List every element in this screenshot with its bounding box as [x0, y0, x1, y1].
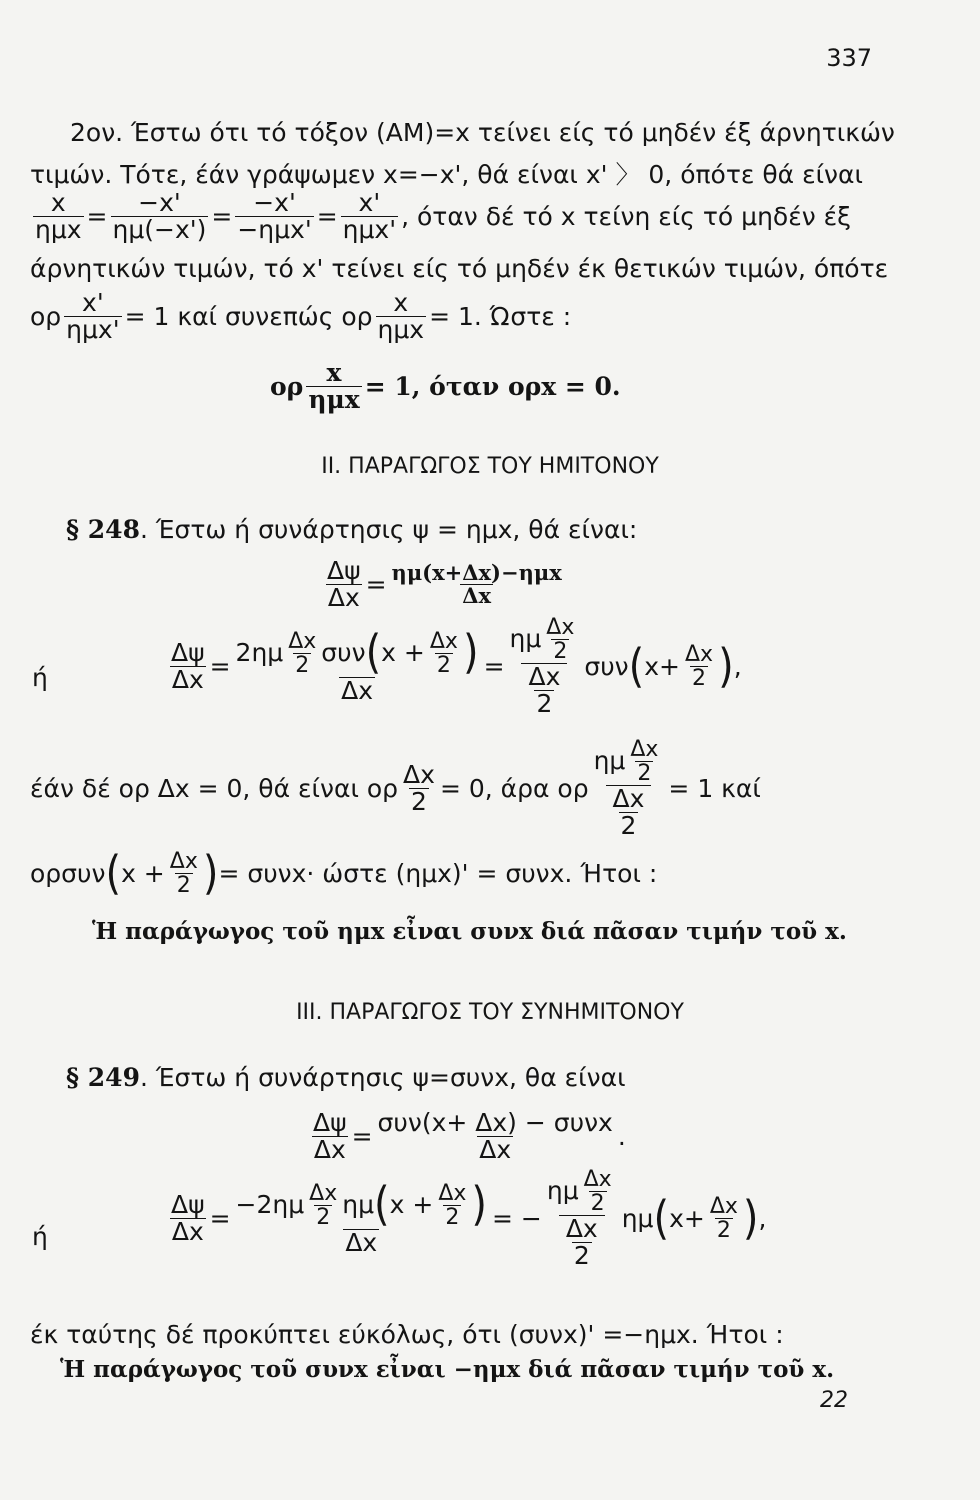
left-paren: (: [365, 626, 382, 680]
numerator: [545, 1168, 619, 1215]
text-run: x +: [389, 1190, 434, 1220]
numerator: Δx: [612, 784, 645, 814]
denominator: 2: [716, 1218, 731, 1244]
denominator: Δx: [327, 583, 360, 613]
fraction: [376, 290, 427, 344]
numerator: Δx: [583, 1167, 612, 1192]
fraction: [325, 558, 363, 612]
left-paren: (: [374, 1178, 390, 1232]
text-run: .: [617, 1122, 626, 1152]
denominator: ημ(−x'): [112, 215, 207, 245]
left-paren: (: [105, 847, 122, 901]
fraction: [544, 616, 576, 663]
fraction: [306, 360, 361, 414]
equals-sign: =: [483, 652, 505, 682]
text-run: ορ: [30, 302, 62, 332]
text-run: = συνx· ώστε (ημx)' = συνx. Ήτοι :: [218, 859, 658, 889]
fraction: [564, 1216, 600, 1270]
numerator: ημ(x+Δx)−ημx: [391, 560, 562, 586]
denominator: [521, 663, 567, 718]
fraction: [33, 190, 84, 244]
numerator: x': [358, 188, 381, 217]
numerator: [234, 626, 481, 680]
numerator: x': [82, 288, 104, 317]
denominator: 2: [295, 652, 310, 678]
footer-number: 22: [820, 1388, 848, 1413]
fraction: [311, 1110, 349, 1164]
text-run: ημ: [509, 624, 542, 654]
denominator: 2: [536, 689, 553, 719]
text-run: = 0, άρα ορ: [439, 774, 589, 804]
text-run: συν: [321, 638, 366, 668]
numerator: Δx: [403, 760, 435, 790]
difference-quotient: [322, 558, 567, 612]
numerator: Δx: [429, 628, 458, 654]
numerator: Δx: [685, 642, 714, 668]
numerator: x: [393, 288, 409, 317]
fraction: [508, 616, 582, 718]
or-word: ή: [32, 1222, 48, 1251]
limit-line: [30, 290, 571, 344]
fraction: [526, 664, 562, 718]
numerator: −x': [253, 188, 296, 217]
numerator: x: [50, 188, 66, 217]
text-run: x+: [644, 652, 680, 682]
denominator: ημx: [308, 385, 360, 415]
denominator: 2: [637, 761, 652, 787]
fraction: [683, 643, 715, 690]
equation-limit-ratio: [30, 190, 851, 244]
fraction: [390, 562, 564, 607]
fraction: [234, 1178, 489, 1257]
conclusion-sine: Ἡ παράγωγος τοῦ ημx εἶναι συνx διά πᾶσαν τιμήν τοῦ x.: [92, 918, 847, 945]
denominator: 2: [553, 639, 568, 665]
or-word: ή: [32, 663, 48, 692]
numerator: Δx: [709, 1194, 738, 1220]
denominator: −ημx': [237, 215, 312, 245]
equals-sign: =: [316, 202, 338, 232]
fraction: [582, 1168, 614, 1215]
numerator: −x': [138, 188, 181, 217]
right-paren: ): [202, 847, 219, 901]
fraction: [169, 640, 207, 694]
numerator: Δx: [630, 737, 659, 762]
denominator: Δx: [171, 1217, 204, 1247]
denominator: Δx: [345, 1227, 378, 1257]
numerator: [592, 738, 666, 785]
numerator: Δx: [438, 1180, 467, 1206]
text-line: 2ον. Έστω ότι τό τόξον (AM)=x τείνει είς τό μηδέν έξ άρνητικών: [70, 118, 895, 147]
text-run: συν: [584, 652, 629, 682]
text-run: x +: [381, 638, 425, 668]
denominator: 2: [590, 1191, 605, 1217]
paragraph-249: [66, 1063, 626, 1092]
text-run: = 1. Ώστε :: [429, 302, 572, 332]
fraction: [376, 1110, 615, 1164]
denominator: 2: [176, 873, 191, 899]
text-run: ημ: [342, 1190, 374, 1220]
numerator: Δx: [169, 849, 198, 874]
numerator: Δx: [528, 662, 561, 692]
denominator: 2: [445, 1204, 460, 1230]
right-paren: ): [471, 1178, 487, 1232]
denominator: Δx: [313, 1135, 346, 1165]
denominator: ημx: [377, 315, 425, 345]
denominator: Δx: [479, 1135, 512, 1165]
right-paren: ): [718, 640, 734, 694]
equals-sign: =: [365, 570, 387, 600]
denominator: [606, 785, 652, 840]
equals-sign: =: [209, 1204, 231, 1234]
text-run: −2ημ: [235, 1190, 305, 1220]
fraction: [436, 1182, 468, 1229]
fraction: [628, 738, 660, 785]
denominator: ημx': [342, 215, 397, 245]
numerator: συν(x+ Δx) − συνx: [377, 1108, 613, 1137]
text-line: έκ ταύτης δέ προκύπτει εύκόλως, ότι (συνx)' =−ημx. Ήτοι :: [30, 1320, 784, 1349]
text-run: = 1, όταν ορx = 0.: [364, 372, 621, 402]
left-paren: (: [653, 1192, 670, 1246]
fraction: [169, 1192, 207, 1246]
equals-sign: =: [209, 652, 231, 682]
right-paren: ): [462, 626, 479, 680]
fraction: [64, 290, 121, 344]
limit-result: [270, 360, 621, 414]
fraction: [168, 850, 200, 897]
text-run: , όταν δέ τό x τείνη είς τό μηδέν έξ: [401, 202, 852, 232]
section-heading: III. ΠΑΡΑΓΩΓΟΣ ΤΟΥ ΣΥΝΗΜΙΤΟΝΟΥ: [296, 1000, 684, 1025]
numerator: Δψ: [313, 1108, 347, 1137]
denominator: Δx: [462, 583, 492, 609]
text-run: . Έστω ή συνάρτησις ψ=συνx, θα είναι: [139, 1063, 626, 1092]
fraction: [341, 190, 398, 244]
paragraph-number: § 248: [66, 515, 140, 544]
denominator: 2: [620, 811, 637, 841]
fraction: [592, 738, 666, 840]
text-run: ορσυν: [30, 859, 106, 889]
limit-conditions: [30, 738, 761, 840]
fraction: [307, 1182, 339, 1229]
denominator: [559, 1215, 605, 1270]
right-paren: ): [742, 1192, 759, 1246]
denominator: 2: [316, 1204, 331, 1230]
denominator: Δx: [341, 675, 373, 705]
numerator: Δψ: [327, 556, 361, 585]
equals-sign: =: [351, 1122, 373, 1152]
fraction: [611, 786, 647, 840]
paragraph-248: [66, 515, 637, 544]
numerator: [234, 1178, 489, 1232]
conclusion-cosine: Ἡ παράγωγος τοῦ συνx εἶναι −ημx διά πᾶσαν τιμήν τοῦ x.: [60, 1356, 835, 1383]
text-run: ημ: [546, 1176, 579, 1206]
text-run: ημ: [593, 746, 626, 776]
text-line: άρνητικών τιμών, τό x' τείνει είς τό μηδέν έκ θετικών τιμών, όπότε: [30, 254, 889, 283]
numerator: Δψ: [171, 1190, 205, 1220]
fraction: [708, 1195, 740, 1242]
paragraph-number: § 249: [66, 1063, 140, 1092]
fraction: [545, 1168, 619, 1270]
text-run: . Έστω ή συνάρτησις ψ = ημx, θά είναι:: [139, 515, 638, 544]
denominator: ημx': [66, 315, 120, 345]
text-run: ημ: [621, 1204, 654, 1234]
cosine-derivation: $\frac{\Delta\psi}{\Delta x}$ = −2ημ $\frac{\Delta x}{2}$ ημ ( x + $\frac{\Delta x}{2}$ ) Δx = − ημ $\frac{\Delta x}{2}$ $\frac{\Delta x}{2}$ ημ ( x+ $\frac{\Delta x}{2}$ ) ,: [171, 1167, 767, 1271]
text-run: 2ημ: [235, 638, 284, 668]
fraction: [111, 190, 209, 244]
numerator: Δx: [309, 1180, 338, 1206]
text-run: = 1 καί: [668, 774, 761, 804]
numerator: Δx: [546, 615, 575, 640]
cos-difference-quotient: [308, 1110, 626, 1164]
left-paren: (: [628, 640, 645, 694]
fraction: [286, 630, 318, 677]
fraction: [428, 630, 460, 677]
text-run: = −: [492, 1204, 542, 1234]
text-line: τιμών. Τότε, έάν γράψωμεν x=−x', θά είναι x' 〉 0, όπότε θά είναι: [30, 160, 863, 189]
equals-sign: =: [211, 202, 233, 232]
equals-sign: =: [86, 202, 108, 232]
fraction: [234, 626, 481, 705]
fraction: [235, 190, 313, 244]
numerator: x: [326, 358, 342, 387]
page-number: 337: [826, 44, 872, 72]
numerator: Δx: [288, 628, 317, 654]
denominator: ημx: [35, 215, 82, 245]
denominator: 2: [573, 1241, 590, 1271]
denominator: 2: [411, 787, 427, 817]
text-run: x +: [121, 859, 165, 889]
denominator: 2: [436, 652, 451, 678]
section-heading: II. ΠΑΡΑΓΩΓΟΣ ΤΟΥ ΗΜΙΤΟΝΟΥ: [321, 454, 659, 479]
numerator: Δψ: [171, 638, 205, 668]
text-run: ορ: [270, 372, 304, 402]
text-run: έάν δέ ορ Δx = 0, θά είναι ορ: [30, 774, 399, 804]
denominator: 2: [692, 666, 707, 692]
cos-limit-line: [30, 847, 658, 901]
fraction: [401, 762, 437, 816]
text-run: = 1 καί συνεπώς ορ: [124, 302, 373, 332]
sine-derivation: $\frac{\Delta\psi}{\Delta x}$ = 2ημ $\frac{\Delta x}{2}$ συν ( x + $\frac{\Delta x}{2}$ ) Δx = ημ $\frac{\Delta x}{2}$ $\frac{\Delta x}{2}$ συν ( x+ $\frac{\Delta x}{2}$ ) ,: [171, 615, 742, 719]
text-run: x+: [669, 1204, 705, 1234]
numerator: [508, 616, 582, 663]
denominator: Δx: [171, 665, 204, 695]
numerator: Δx: [565, 1214, 598, 1244]
